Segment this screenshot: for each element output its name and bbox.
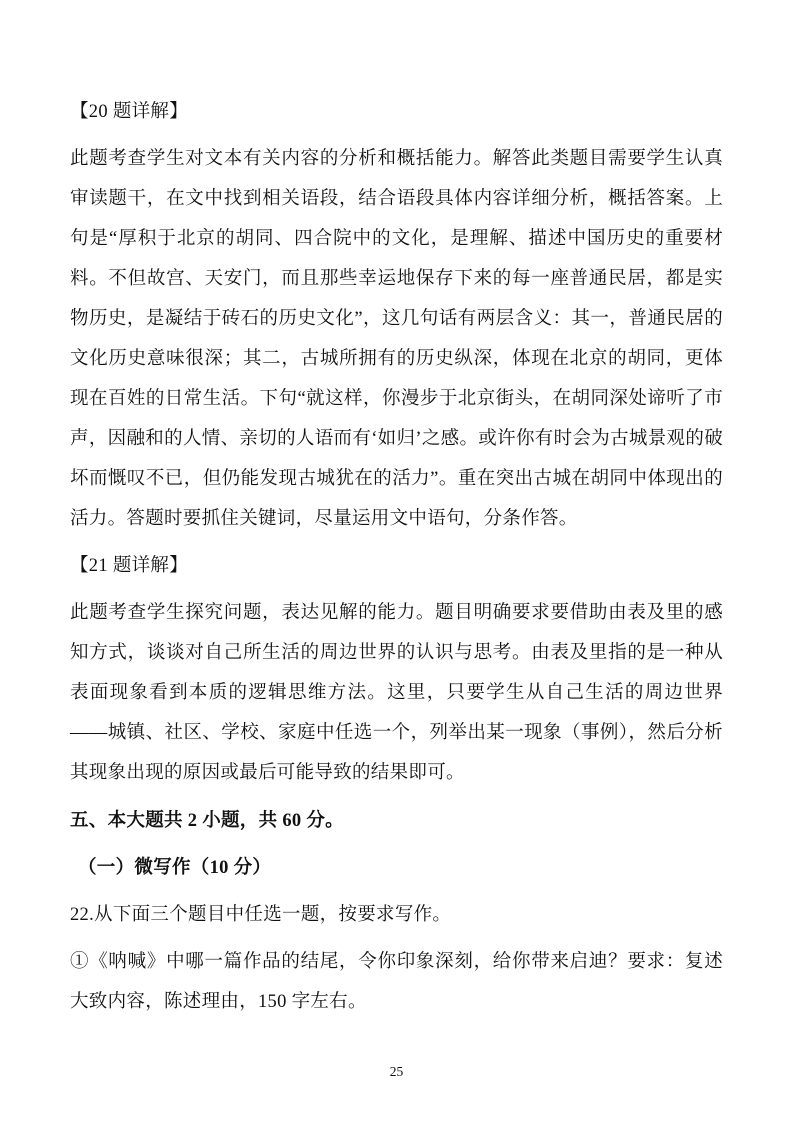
page-number: 25 xyxy=(389,1064,404,1079)
micro-writing-subheading: （一）微写作（10 分） xyxy=(78,858,272,878)
q21-explanation-heading: 【21 题详解】 xyxy=(70,556,189,576)
section-five-heading: 五、本大题共 2 小题，共 60 分。 xyxy=(70,811,344,831)
q20-explanation-heading: 【20 题详解】 xyxy=(70,102,189,122)
question-22-stem: 22.从下面三个题目中任选一题，按要求写作。 xyxy=(70,905,452,925)
q21-explanation-paragraph: 此题考查学生探究问题，表达见解的能力。题目明确要求要借助由表及里的感知方式，谈谈对自己所生活的周边世界的认识与思考。由表及里指的是一种从表面现象看到本质的逻辑思维方法。这里，只要学生从自己生活的周边世界——城镇、社区、学校、家庭中任选一个，列举出某一现象（事例），然后分析其现象出现的原因或最后可能导致的结果即可。 xyxy=(70,603,723,783)
question-22-option-1: ①《呐喊》中哪一篇作品的结尾，令你印象深刻，给你带来启迪？要求：复述大致内容，陈述理由，150 字左右。 xyxy=(70,952,723,1012)
q20-explanation-paragraph: 此题考查学生对文本有关内容的分析和概括能力。解答此类题目需要学生认真审读题干，在文中找到相关语段，结合语段具体内容详细分析，概括答案。上句是“厚积于北京的胡同、四合院中的文化，是理解、描述中国历史的重要材料。不但故宫、天安门，而且那些幸运地保存下来的每一座普通民居，都是实物历史，是凝结于砖石的历史文化”，这几句话有两层含义：其一，普通民居的文化历史意味很深；其二，古城所拥有的历史纵深，体现在北京的胡同，更体现在百姓的日常生活。下句“就这样，你漫步于北京街头，在胡同深处谛听了市声，因融和的人情、亲切的人语而有‘如归’之感。或许你有时会为古城景观的破坏而慨叹不已，但仍能发现古城犹在的活力”。重在突出古城在胡同中体现出的活力。答题时要抓住关键词，尽量运用文中语句，分条作答。 xyxy=(70,149,723,529)
